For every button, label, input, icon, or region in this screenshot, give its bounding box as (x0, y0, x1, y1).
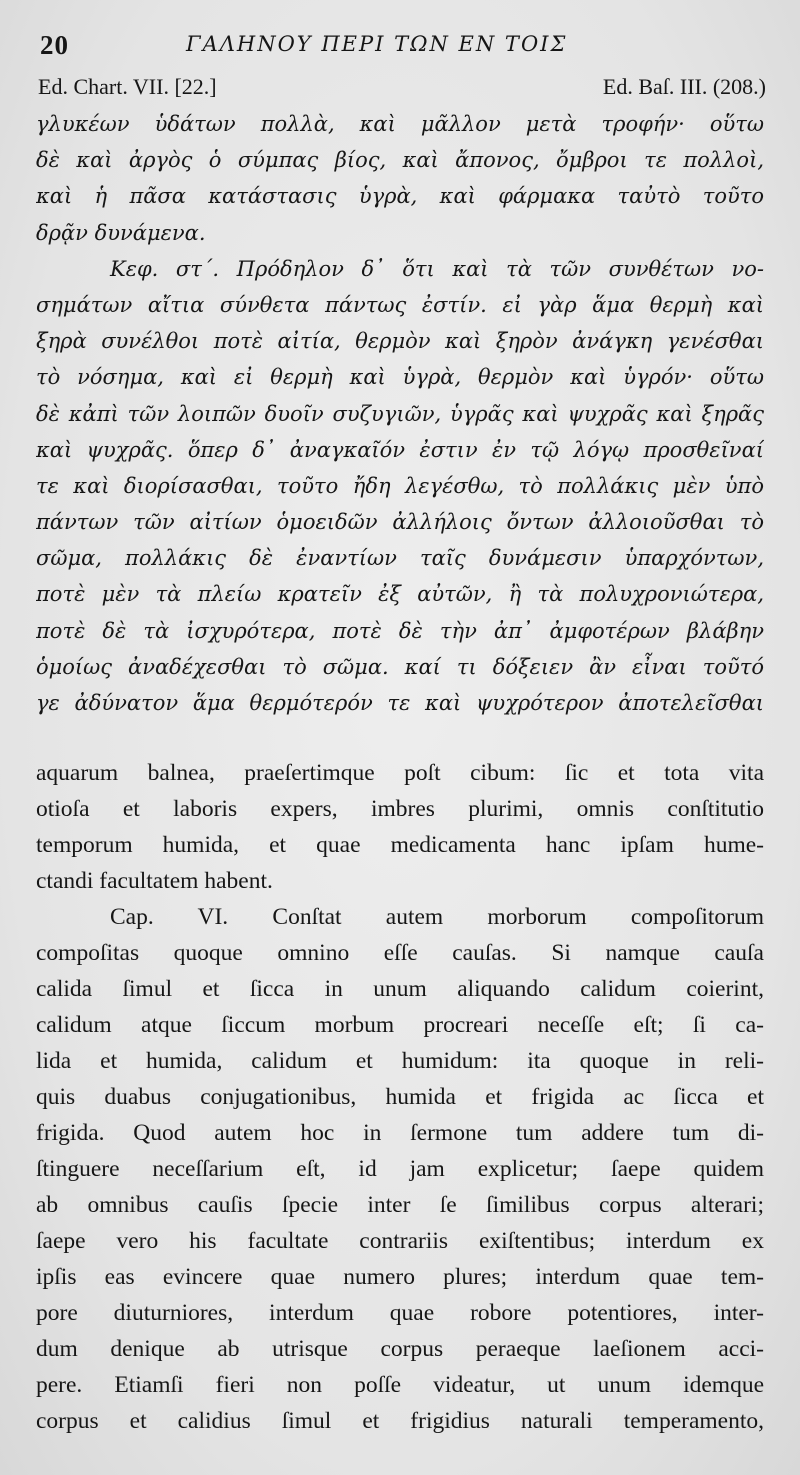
latin-line: ſtinguere neceſſarium eſt, id jam explicetur; ſaepe quidem (36, 1156, 764, 1182)
edition-references (38, 74, 766, 104)
greek-line: τὸ νόσημα, καὶ εἰ θερμὴ καὶ ὑγρὰ, θερμὸν καὶ ὑγρόν· οὕτω (36, 365, 764, 390)
greek-line: ποτὲ δὲ τὰ ἰσχυρότερα, ποτὲ δὲ τὴν ἀπ᾽ ἀμφοτέρων βλάβην (36, 618, 764, 643)
latin-line: ipſis eas evincere quae numero plures; interdum quae tem- (36, 1264, 764, 1290)
running-title: ΓΑΛΗΝΟΥ ΠΕΡΙ ΤΩΝ ΕΝ ΤΟΙΣ (186, 32, 568, 56)
greek-line: δὲ κἀπὶ τῶν λοιπῶν δυοῖν συζυγιῶν, ὑγρᾶς καὶ ψυχρᾶς καὶ ξηρᾶς (36, 401, 764, 426)
running-head (36, 28, 776, 62)
greek-line: σῶμα, πολλάκις δὲ ἐναντίων ταῖς δυνάμεσιν ὑπαρχόντων, (36, 546, 764, 571)
latin-line: otioſa et laboris expers, imbres plurimi, omnis conſtitutio (36, 796, 764, 822)
latin-line: ab omnibus cauſis ſpecie inter ſe ſimilibus corpus alterari; (36, 1192, 764, 1218)
latin-line: compoſitas quoque omnino eſſe cauſas. Si namque cauſa (36, 940, 764, 966)
greek-text (36, 106, 764, 721)
latin-line: corpus et calidius ſimul et frigidius naturali temperamento, (36, 1408, 764, 1434)
latin-line: calidum atque ſiccum morbum procreari neceſſe eſt; ſi ca- (36, 1012, 764, 1038)
latin-line: aquarum balnea, praeſertimque poſt cibum: ſic et tota vita (36, 760, 764, 786)
greek-line: γε ἀδύνατον ἅμα θερμότερόν τε καὶ ψυχρότερον ἀποτελεῖσθαι (36, 691, 764, 715)
edition-chartier: Ed. Chart. VII. [22.] (38, 74, 217, 99)
latin-line: ctandi facultatem habent. (36, 868, 273, 894)
greek-line: τε καὶ διορίσασθαι, τοῦτο ἤδη λεγέσθω, τὸ πολλάκις μὲν ὑπὸ (36, 473, 764, 498)
latin-line: lida et humida, calidum et humidum: ita quoque in reli- (36, 1048, 764, 1074)
latin-line: calida ſimul et ſicca in unum aliquando calidum coierint, (36, 976, 764, 1002)
greek-line: ποτὲ μὲν τὰ πλείω κρατεῖν ἐξ αὐτῶν, ἢ τὰ πολυχρονιώτερα, (36, 582, 764, 607)
latin-chapter-heading-line: Cap. VI. Conſtat autem morborum compoſitorum (110, 904, 764, 930)
greek-line: καὶ ψυχρᾶς. ὅπερ δ᾽ ἀναγκαῖόν ἐστιν ἐν τῷ λόγῳ προσθεῖναί (36, 437, 764, 462)
greek-chapter-heading-line: Κεφ. στ΄. Πρόδηλον δ᾽ ὅτι καὶ τὰ τῶν συνθέτων νο- (110, 256, 764, 281)
latin-line: quis duabus conjugationibus, humida et frigida ac ſicca et (36, 1084, 764, 1110)
greek-line: ξηρὰ συνέλθοι ποτὲ αἰτία, θερμὸν καὶ ξηρὸν ἀνάγκη γενέσθαι (36, 329, 764, 354)
latin-line: temporum humida, et quae medicamenta hanc ipſam hume- (36, 832, 764, 858)
greek-line: καὶ ἡ πᾶσα κατάστασις ὑγρὰ, καὶ φάρμακα ταὐτὸ τοῦτο (36, 184, 764, 209)
edition-basel: Ed. Baſ. III. (208.) (602, 74, 766, 99)
greek-line: πάντων τῶν αἰτίων ὁμοειδῶν ἀλλήλοις ὄντων ἀλλοιοῦσθαι τὸ (36, 510, 764, 535)
greek-line: δὲ καὶ ἀργὸς ὁ σύμπας βίος, καὶ ἄπονος, ὄμβροι τε πολλοὶ, (36, 148, 764, 173)
greek-line: γλυκέων ὑδάτων πολλὰ, καὶ μᾶλλον μετὰ τροφήν· οὕτω (36, 112, 764, 136)
latin-line: ſaepe vero his facultate contrariis exiſtentibus; interdum ex (36, 1228, 764, 1254)
latin-line: pore diuturniores, interdum quae robore potentiores, inter- (36, 1300, 764, 1326)
page-number: 20 (40, 30, 69, 60)
greek-line: σημάτων αἴτια σύνθετα πάντως ἐστίν. εἰ γὰρ ἅμα θερμὴ καὶ (36, 292, 764, 317)
latin-line: frigida. Quod autem hoc in ſermone tum addere tum di- (36, 1120, 764, 1146)
latin-line: dum denique ab utrisque corpus peraeque laeſionem acci- (36, 1336, 764, 1362)
greek-line: ὁμοίως ἀναδέχεσθαι τὸ σῶμα. καί τι δόξειεν ἂν εἶναι τοῦτό (36, 654, 764, 679)
greek-line: δρᾷν δυνάμενα. (36, 220, 206, 245)
latin-text (36, 755, 764, 1439)
latin-line: pere. Etiamſi fieri non poſſe videatur, ut unum idemque (36, 1372, 764, 1398)
